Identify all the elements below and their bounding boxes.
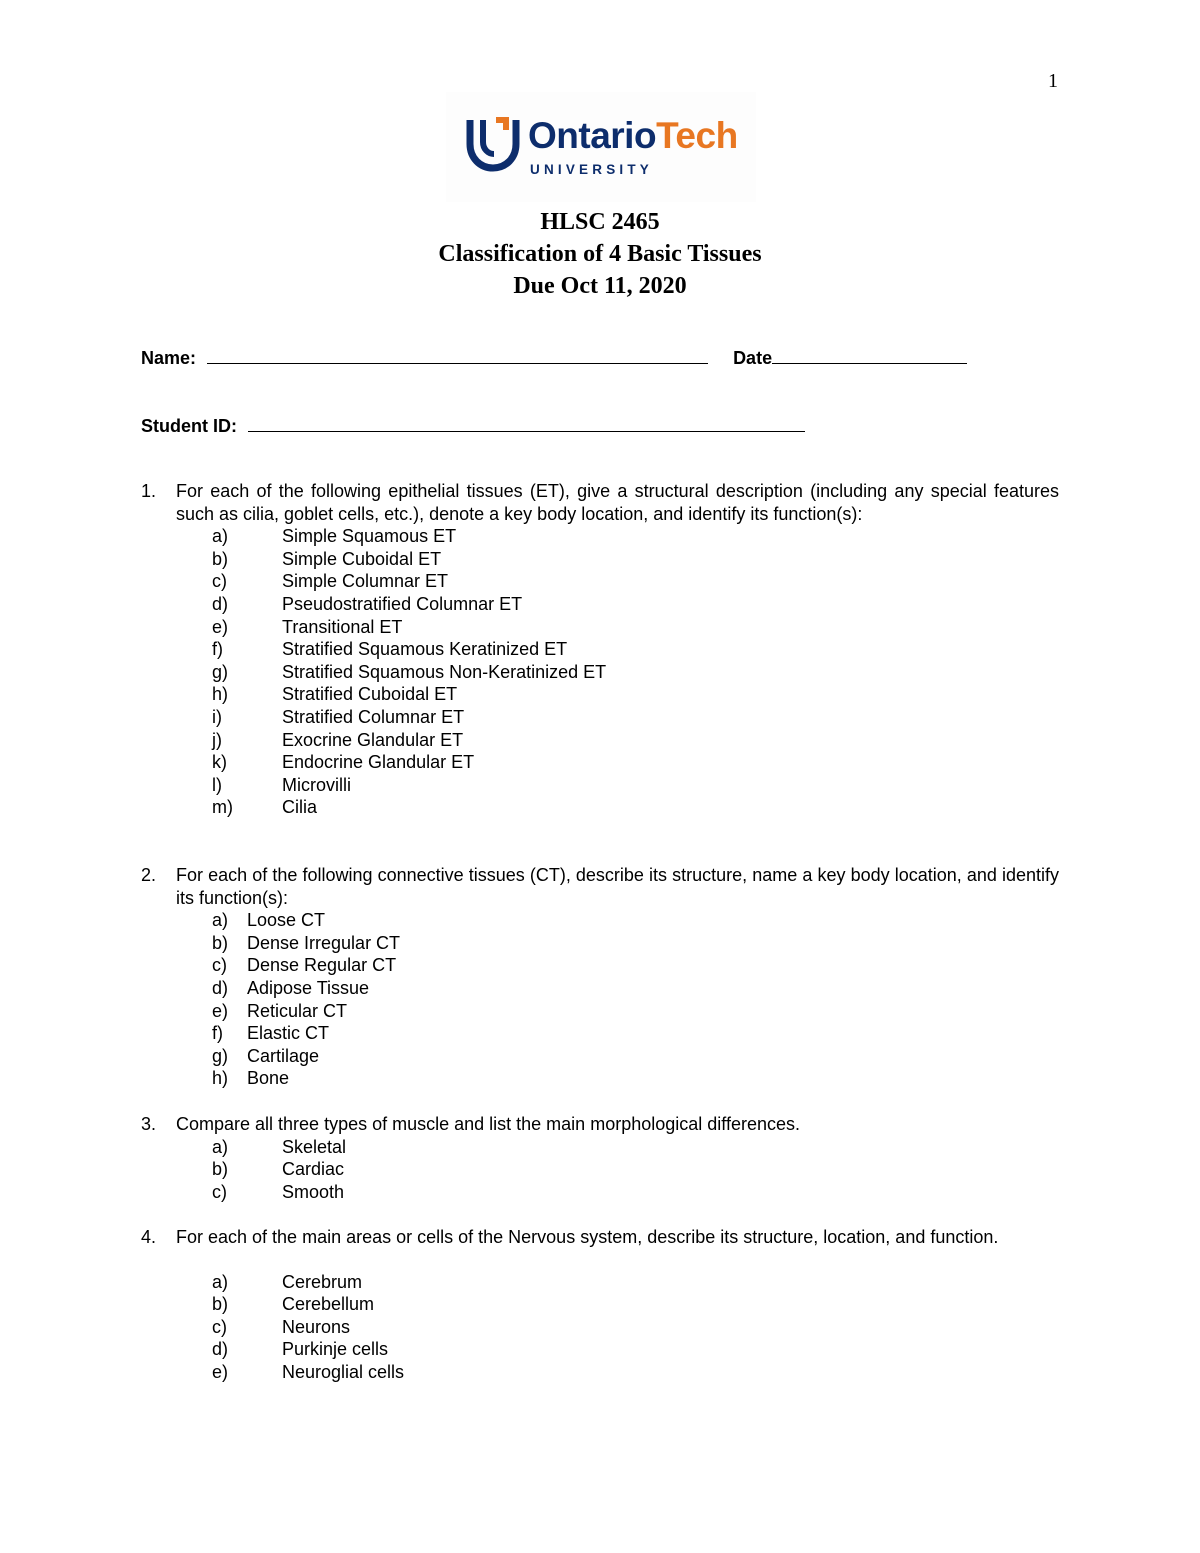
name-field[interactable] [207, 346, 708, 364]
document-title: Classification of 4 Basic Tissues [438, 241, 762, 267]
name-date-row [141, 346, 967, 369]
shield-icon [466, 116, 520, 172]
item-letter: d) [212, 593, 229, 614]
item-letter: g) [212, 661, 229, 682]
question-text: For each of the following epithelial tissues (ET), give a structural description (including any special features such as cilia, goblet cells, etc.), denote a key body location, and identify its function(s): [176, 481, 1059, 524]
item-text: Cerebellum [282, 1294, 375, 1315]
item-letter: f) [212, 1023, 223, 1044]
question-items [141, 1136, 1059, 1204]
item-letter: e) [212, 616, 229, 637]
item-text: Simple Squamous ET [282, 526, 457, 547]
item-text: Skeletal [282, 1136, 347, 1157]
item-letter: f) [212, 639, 223, 660]
university-logo [446, 92, 756, 202]
item-text: Pseudostratified Columnar ET [282, 593, 523, 614]
item-letter: c) [212, 571, 227, 592]
question-number: 2. [141, 865, 157, 885]
list-item [141, 1136, 1059, 1159]
list-item [141, 1181, 1059, 1204]
list-item [141, 1000, 1059, 1023]
item-letter: i) [212, 706, 222, 727]
item-text: Dense Irregular CT [247, 932, 401, 953]
list-item [141, 1293, 1059, 1316]
due-date: Due Oct 11, 2020 [513, 273, 687, 299]
list-item [141, 1271, 1059, 1294]
item-letter: j) [212, 729, 222, 750]
list-item [141, 729, 1059, 752]
item-text: Microvilli [282, 774, 351, 795]
list-item [141, 909, 1059, 932]
question-text: For each of the main areas or cells of the Nervous system, describe its structure, location, and function. [176, 1227, 999, 1247]
list-item [141, 1316, 1059, 1339]
list-item [141, 661, 1059, 684]
item-text: Stratified Columnar ET [282, 706, 465, 727]
course-code: HLSC 2465 [540, 209, 660, 235]
item-text: Purkinje cells [282, 1339, 389, 1360]
list-item [141, 616, 1059, 639]
page-number: 1 [1048, 70, 1058, 92]
item-text: Endocrine Glandular ET [282, 752, 475, 773]
question-number: 4. [141, 1227, 157, 1247]
list-item [141, 977, 1059, 1000]
question-1 [141, 480, 1059, 819]
list-item [141, 570, 1059, 593]
item-letter: c) [212, 955, 227, 976]
date-label: Date [733, 348, 773, 368]
item-text: Transitional ET [282, 616, 403, 637]
item-text: Exocrine Glandular ET [282, 729, 464, 750]
item-text: Simple Columnar ET [282, 571, 449, 592]
list-item [141, 706, 1059, 729]
logo-university: UNIVERSITY [530, 162, 654, 177]
item-text: Stratified Squamous Non-Keratinized ET [282, 661, 607, 682]
list-item [141, 1067, 1059, 1090]
logo-tech: Tech [656, 115, 738, 156]
list-item [141, 525, 1059, 548]
item-letter: b) [212, 932, 229, 953]
item-letter: e) [212, 1361, 229, 1382]
student-id-label: Student ID: [141, 416, 237, 436]
item-letter: d) [212, 1339, 229, 1360]
question-items [141, 1271, 1059, 1384]
list-item [141, 774, 1059, 797]
item-letter: b) [212, 1294, 229, 1315]
question-text: For each of the following connective tissues (CT), describe its structure, name a key body location, and identify its function(s): [176, 865, 1059, 908]
item-letter: a) [212, 910, 229, 931]
item-text: Elastic CT [247, 1023, 330, 1044]
item-text: Neurons [282, 1316, 351, 1337]
item-letter: c) [212, 1316, 227, 1337]
item-letter: l) [212, 774, 222, 795]
item-letter: e) [212, 1000, 229, 1021]
list-item [141, 751, 1059, 774]
name-label: Name: [141, 348, 197, 368]
date-field[interactable] [772, 346, 967, 364]
item-text: Reticular CT [247, 1000, 348, 1021]
list-item [141, 1022, 1059, 1045]
item-text: Neuroglial cells [282, 1361, 405, 1382]
item-letter: b) [212, 548, 229, 569]
item-letter: b) [212, 1159, 229, 1180]
list-item [141, 932, 1059, 955]
item-letter: h) [212, 684, 229, 705]
item-text: Stratified Cuboidal ET [282, 684, 458, 705]
question-3 [141, 1113, 1059, 1203]
question-text: Compare all three types of muscle and list the main morphological differences. [176, 1114, 800, 1134]
item-text: Dense Regular CT [247, 955, 397, 976]
list-item [141, 796, 1059, 819]
item-text: Simple Cuboidal ET [282, 548, 442, 569]
item-letter: a) [212, 1136, 229, 1157]
list-item [141, 1338, 1059, 1361]
document-header [0, 206, 1200, 302]
student-id-row [141, 414, 805, 437]
item-text: Bone [247, 1068, 290, 1089]
student-id-field[interactable] [248, 414, 805, 432]
question-number: 1. [141, 481, 157, 501]
item-letter: h) [212, 1068, 229, 1089]
item-letter: a) [212, 1271, 229, 1292]
item-letter: k) [212, 752, 227, 773]
question-2 [141, 864, 1059, 1090]
logo-ontario: Ontario [528, 115, 657, 156]
item-text: Cilia [282, 797, 318, 818]
item-text: Cerebrum [282, 1271, 363, 1292]
question-4 [141, 1226, 1059, 1384]
item-text: Cartilage [247, 1045, 320, 1066]
list-item [141, 1045, 1059, 1068]
list-item [141, 1361, 1059, 1384]
item-text: Adipose Tissue [247, 977, 370, 998]
logo-wordmark [528, 116, 738, 156]
list-item [141, 638, 1059, 661]
item-letter: m) [212, 797, 233, 818]
item-text: Smooth [282, 1181, 345, 1202]
question-number: 3. [141, 1114, 157, 1134]
list-item [141, 954, 1059, 977]
list-item [141, 548, 1059, 571]
item-letter: c) [212, 1181, 227, 1202]
item-text: Stratified Squamous Keratinized ET [282, 639, 568, 660]
item-letter: d) [212, 977, 229, 998]
list-item [141, 1158, 1059, 1181]
question-items [141, 525, 1059, 819]
question-items [141, 909, 1059, 1090]
item-letter: g) [212, 1045, 229, 1066]
list-item [141, 683, 1059, 706]
item-letter: a) [212, 526, 229, 547]
item-text: Loose CT [247, 910, 326, 931]
list-item [141, 593, 1059, 616]
item-text: Cardiac [282, 1159, 345, 1180]
